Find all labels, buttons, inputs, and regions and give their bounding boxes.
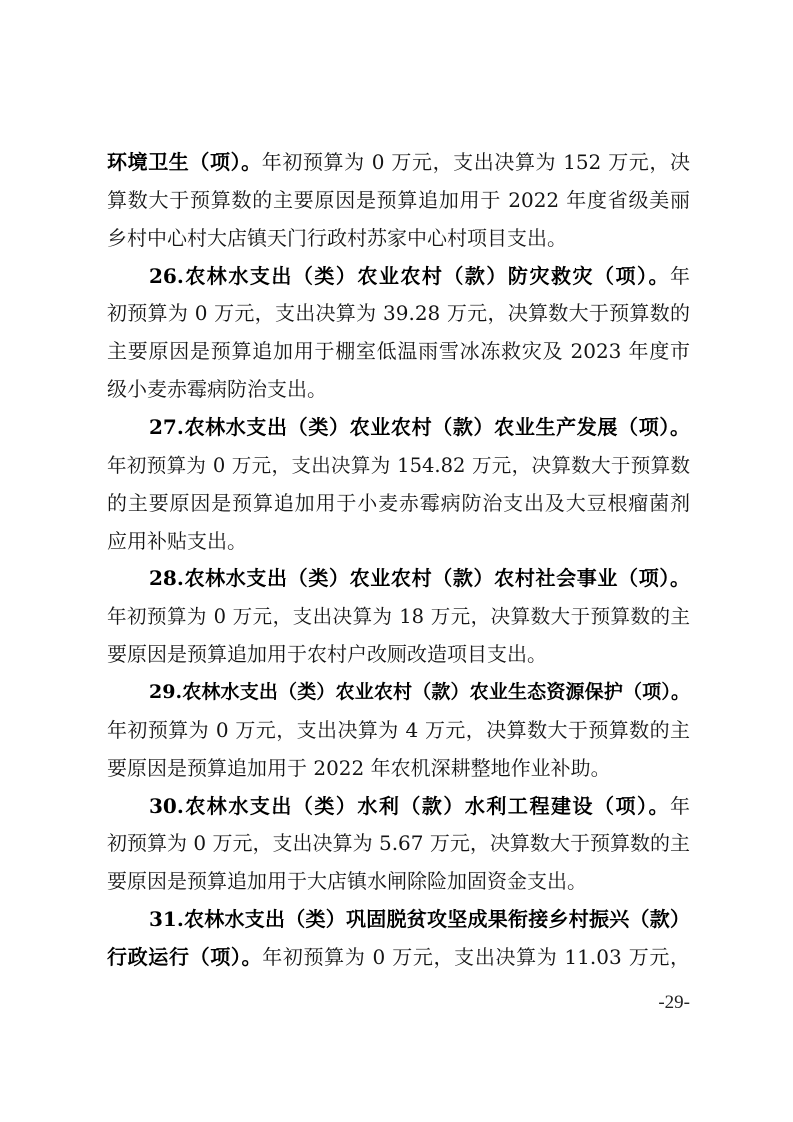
text-line	[107, 485, 690, 523]
section-heading: 26.农林水支出（类）农业农村（款）防灾救灾（项）。	[149, 263, 670, 288]
text-line	[107, 295, 690, 333]
body-text: 年初预算为 0 万元，支出决算为 154.82 万元，决算数大于预算数	[107, 453, 690, 477]
text-line	[107, 939, 690, 977]
body-text: 年初预算为 0 万元，支出决算为 11.03 万元，	[262, 945, 690, 970]
section-heading: 29.农林水支出（类）农业农村（款）农业生态资源保护（项）。	[149, 681, 690, 704]
section-heading: 环境卫生（项）。	[107, 150, 262, 174]
paragraph-item-31	[107, 901, 690, 977]
text-line	[107, 636, 690, 674]
body-text: 年	[670, 793, 690, 818]
paragraph-environment-sanitation	[107, 144, 690, 258]
body-text: 年初预算为 0 万元，支出决算为 152 万元，决	[261, 150, 690, 174]
page-number: -29-	[658, 992, 690, 1013]
text-line	[107, 523, 690, 561]
text-line	[107, 560, 690, 598]
section-heading: 30.农林水支出（类）水利（款）水利工程建设（项）。	[149, 793, 670, 818]
text-line	[107, 825, 690, 863]
text-line	[107, 144, 690, 182]
body-text: 要原因是预算追加用于农村户改厕改造项目支出。	[107, 642, 547, 667]
text-line	[107, 788, 690, 826]
body-text: 主要原因是预算追加用于棚室低温雨雪冰冻救灾及 2023 年度市	[107, 339, 690, 364]
body-text: 要原因是预算追加用于 2022 年农机深耕整地作业补助。	[107, 755, 611, 780]
text-line	[107, 863, 690, 901]
text-line	[107, 258, 690, 296]
text-line	[107, 901, 690, 939]
text-line	[107, 674, 690, 712]
paragraph-item-30	[107, 788, 690, 902]
text-line	[107, 182, 690, 220]
text-line	[107, 220, 690, 258]
text-line	[107, 409, 690, 447]
text-line	[107, 712, 690, 750]
body-text: 初预算为 0 万元，支出决算为 5.67 万元，决算数大于预算数的主	[107, 831, 690, 856]
section-heading: 31.农林水支出（类）巩固脱贫攻坚成果衔接乡村振兴（款）	[149, 907, 690, 932]
paragraph-item-29	[107, 674, 690, 788]
paragraph-item-28	[107, 560, 690, 674]
body-text: 要原因是预算追加用于大店镇水闸除险加固资金支出。	[107, 869, 587, 894]
body-text: 级小麦赤霉病防治支出。	[107, 377, 327, 402]
body-text: 年初预算为 0 万元，支出决算为 4 万元，决算数大于预算数的主	[107, 717, 690, 742]
text-line	[107, 598, 690, 636]
body-text: 乡村中心村大店镇天门行政村苏家中心村项目支出。	[107, 225, 567, 250]
body-text: 年初预算为 0 万元，支出决算为 18 万元，决算数大于预算数的主	[107, 605, 690, 629]
body-text: 的主要原因是预算追加用于小麦赤霉病防治支出及大豆根瘤菌剂	[107, 490, 690, 515]
body-text: 应用补贴支出。	[107, 528, 247, 553]
paragraph-item-26	[107, 258, 690, 409]
body-text-block	[107, 144, 690, 977]
section-heading: 行政运行（项）。	[107, 945, 263, 970]
section-heading: 28.农林水支出（类）农业农村（款）农村社会事业（项）。	[149, 566, 690, 591]
section-heading: 27.农林水支出（类）农业农村（款）农业生产发展（项）。	[149, 415, 690, 440]
body-text: 算数大于预算数的主要原因是预算追加用于 2022 年度省级美丽	[107, 187, 690, 212]
body-text: 年	[670, 263, 690, 288]
text-line	[107, 371, 690, 409]
text-line	[107, 750, 690, 788]
text-line	[107, 447, 690, 485]
paragraph-item-27	[107, 409, 690, 560]
body-text: 初预算为 0 万元，支出决算为 39.28 万元，决算数大于预算数的	[107, 301, 690, 326]
text-line	[107, 333, 690, 371]
